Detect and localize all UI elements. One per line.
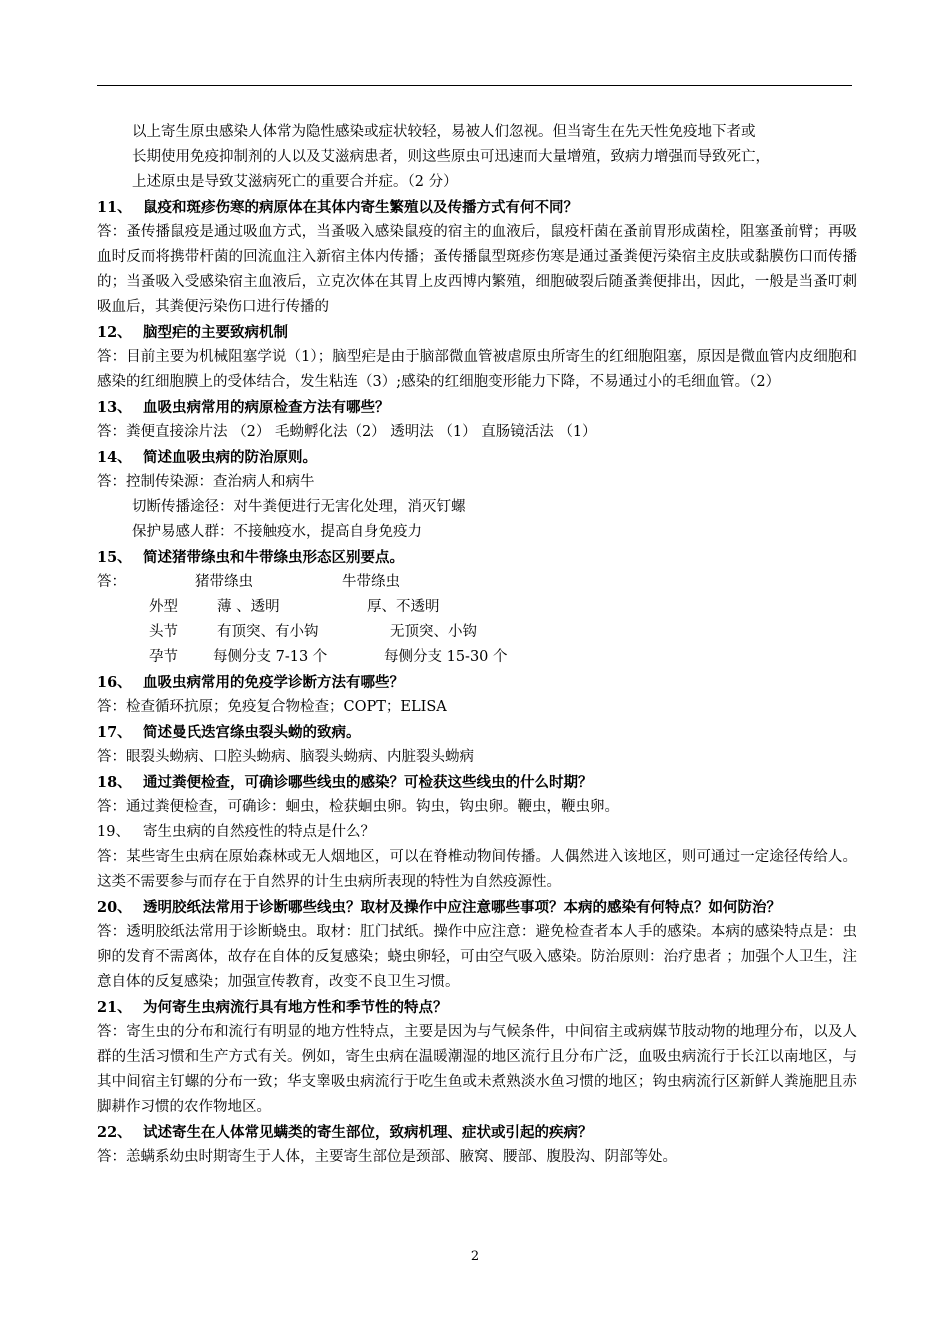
intro-line: 上述原虫是导致艾滋病死亡的重要合并症。（2 分）	[132, 174, 458, 190]
question-text: 鼠疫和斑疹伤寒的病原体在其体内寄生繁殖以及传播方式有何不同？	[143, 199, 578, 216]
table-cell: 无顶突、小钩	[390, 624, 477, 640]
question-heading	[97, 995, 857, 1020]
table-row-label: 头节	[149, 624, 178, 640]
question-heading	[97, 1120, 857, 1145]
question-heading	[97, 770, 857, 795]
question-text: 寄生虫病的自然疫性的特点是什么？	[143, 824, 375, 840]
comparison-table	[97, 570, 857, 670]
answer-text: 答：寄生虫的分布和流行有明显的地方性特点，主要是因为与气候条件，中间宿主或病媒节肢动物的地理分布，以及人群的生活习惯和生产方式有关。例如，寄生虫病在温暖潮湿的地区流行且分布广泛，血吸虫病流行于长江以南地区，与其中间宿主钉螺的分布一致；华支睾吸虫病流行于吃生鱼或未煮熟淡水鱼习惯的地区；钩虫病流行区新鲜人粪施肥且赤脚耕作习惯的农作物地区。	[97, 1024, 857, 1115]
answer-prefix: 答：	[97, 574, 126, 590]
header-rule	[97, 85, 852, 86]
question-number: 15、	[97, 549, 132, 566]
answer-text: 答：眼裂头蚴病、口腔头蚴病、脑裂头蚴病、内脏裂头蚴病	[97, 749, 474, 765]
question-text: 简述猪带绦虫和牛带绦虫形态区别要点。	[143, 549, 404, 566]
table-header-row	[97, 570, 857, 595]
document-body	[97, 120, 857, 1170]
question-text: 为何寄生虫病流行具有地方性和季节性的特点？	[143, 999, 448, 1016]
question-text: 简述血吸虫病的防治原则。	[143, 449, 317, 466]
question-heading	[97, 445, 857, 470]
intro-paragraph	[97, 120, 857, 195]
question-number: 16、	[97, 674, 132, 691]
table-cell: 有顶突、有小钩	[217, 624, 319, 640]
question-heading	[97, 820, 857, 845]
question-number: 14、	[97, 449, 132, 466]
question-heading	[97, 670, 857, 695]
question-number: 21、	[97, 999, 132, 1016]
table-row-label: 孕节	[149, 649, 178, 665]
answer-text: 答：粪便直接涂片法 （2） 毛蚴孵化法（2） 透明法 （1） 直肠镜活法 （1）	[97, 424, 597, 440]
question-number: 22、	[97, 1124, 132, 1141]
page-number: 2	[470, 1249, 480, 1264]
table-cell: 每侧分支 7-13 个	[213, 649, 328, 665]
question-text: 简述曼氏迭宫绦虫裂头蚴的致病。	[143, 724, 361, 741]
question-number: 18、	[97, 774, 132, 791]
answer-line: 保护易感人群：不接触疫水，提高自身免疫力	[132, 524, 422, 540]
answer-text: 答：检查循环抗原；免疫复合物检查；COPT；ELISA	[97, 699, 447, 715]
answer-text: 答：目前主要为机械阻塞学说（1）；脑型疟是由于脑部微血管被虐原虫所寄生的红细胞阻塞，原因是微血管内皮细胞和感染的红细胞膜上的受体结合，发生粘连（3）;感染的红细胞变形能力下降，不易通过小的毛细血管。（2）	[97, 349, 857, 390]
answer-line: 答：控制传染源：查治病人和病牛	[97, 474, 315, 490]
table-row-label: 外型	[149, 599, 178, 615]
question-number: 20、	[97, 899, 132, 916]
table-cell: 薄 、透明	[217, 599, 280, 615]
table-header: 猪带绦虫	[195, 574, 253, 590]
question-number: 17、	[97, 724, 132, 741]
question-number: 12、	[97, 324, 132, 341]
question-heading	[97, 195, 857, 220]
question-text: 试述寄生在人体常见螨类的寄生部位，致病机理、症状或引起的疾病？	[143, 1124, 593, 1141]
question-heading	[97, 895, 857, 920]
answer-text: 答：某些寄生虫病在原始森林或无人烟地区，可以在脊椎动物间传播。人偶然进入该地区，则可通过一定途径传给人。这类不需要参与而存在于自然界的计生虫病所表现的特性为自然疫源性。	[97, 849, 857, 890]
table-header: 牛带绦虫	[342, 574, 400, 590]
question-heading	[97, 720, 857, 745]
table-row	[97, 645, 857, 670]
answer-line: 切断传播途径：对牛粪便进行无害化处理，消灭钉螺	[132, 499, 466, 515]
question-number: 19、	[97, 824, 130, 840]
question-text: 脑型疟的主要致病机制	[143, 324, 288, 341]
question-heading	[97, 545, 857, 570]
table-cell: 厚、不透明	[367, 599, 440, 615]
table-cell: 每侧分支 15-30 个	[384, 649, 508, 665]
question-text: 血吸虫病常用的免疫学诊断方法有哪些？	[143, 674, 404, 691]
question-number: 13、	[97, 399, 132, 416]
question-number: 11、	[97, 199, 132, 216]
answer-text: 答：恙螨系幼虫时期寄生于人体，主要寄生部位是颈部、腋窝、腰部、腹股沟、阴部等处。	[97, 1149, 677, 1165]
intro-line: 以上寄生原虫感染人体常为隐性感染或症状较轻，易被人们忽视。但当寄生在先天性免疫地下者或	[132, 124, 756, 140]
table-row	[97, 595, 857, 620]
answer-text: 答：透明胶纸法常用于诊断蛲虫。取材：肛门拭纸。操作中应注意：避免检查者本人手的感染。本病的感染特点是：虫卵的发育不需离体，故存在自体的反复感染；蛲虫卵轻，可由空气吸入感染。防治原则：治疗患者 ；加强个人卫生，注意自体的反复感染；加强宣传教育，改变不良卫生习惯。	[97, 924, 857, 990]
intro-line: 长期使用免疫抑制剂的人以及艾滋病患者，则这些原虫可迅速而大量增殖，致病力增强而导致死亡，	[132, 149, 770, 165]
question-text: 透明胶纸法常用于诊断哪些线虫？取材及操作中应注意哪些事项？本病的感染有何特点？如何防治？	[143, 899, 781, 916]
question-heading	[97, 320, 857, 345]
table-row	[97, 620, 857, 645]
question-text: 血吸虫病常用的病原检查方法有哪些？	[143, 399, 390, 416]
answer-text: 答：蚤传播鼠疫是通过吸血方式，当蚤吸入感染鼠疫的宿主的血液后，鼠疫杆菌在蚤前胃形成菌栓，阻塞蚤前臂；再吸血时反而将携带杆菌的回流血注入新宿主体内传播；蚤传播鼠型斑疹伤寒是通过蚤粪便污染宿主皮肤或黏膜伤口而传播的；当蚤吸入受感染宿主血液后，立克次体在其胃上皮西博内繁殖，细胞破裂后随蚤粪便排出，因此，一般是当蚤叮刺吸血后，其粪便污染伤口进行传播的	[97, 224, 857, 315]
answer-text: 答：通过粪便检查，可确诊：蛔虫，检获蛔虫卵。钩虫，钩虫卵。鞭虫，鞭虫卵。	[97, 799, 619, 815]
question-heading	[97, 395, 857, 420]
question-text: 通过粪便检查，可确诊哪些线虫的感染？可检获这些线虫的什么时期？	[143, 774, 593, 791]
